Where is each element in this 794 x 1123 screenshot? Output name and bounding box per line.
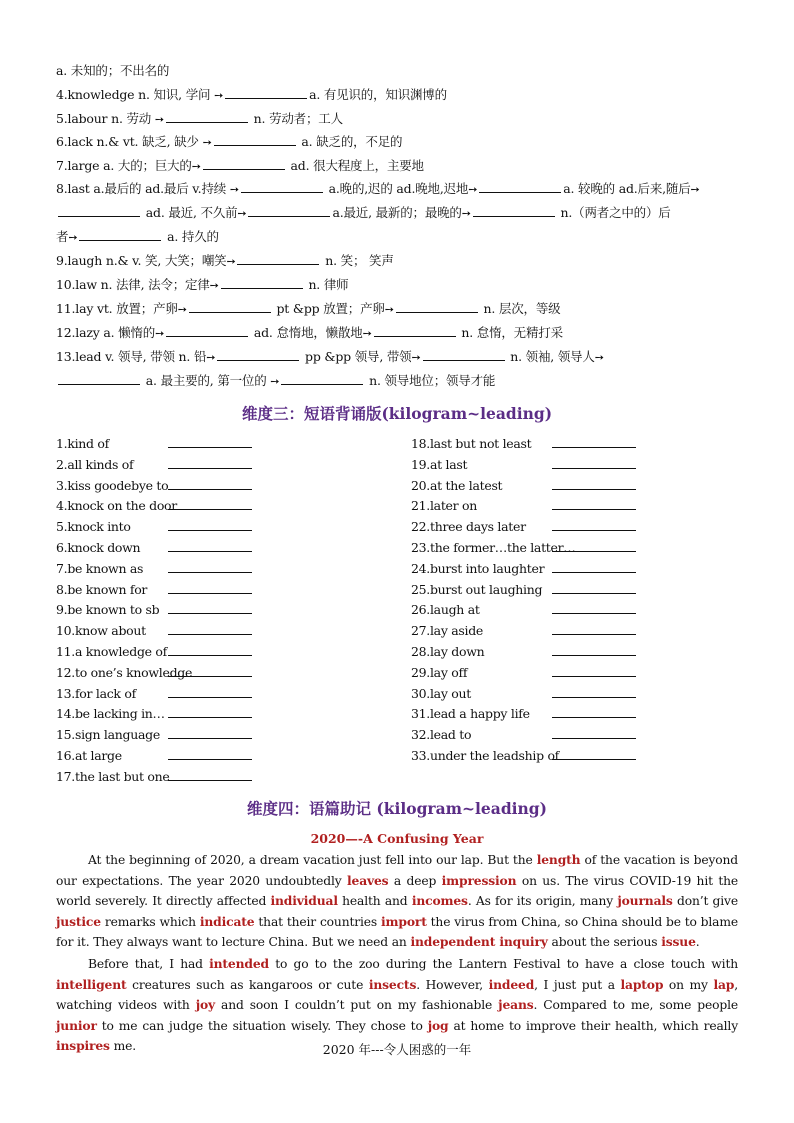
- keyword: leaves: [347, 872, 389, 888]
- phrase-item: [56, 539, 140, 557]
- phrase-item: [56, 747, 122, 765]
- vocab-line: 6.lack n.& vt. 缺乏, 缺少 ➙ a. 缺乏的，不足的: [56, 134, 403, 149]
- phrase-answer-blank[interactable]: [164, 435, 252, 453]
- phrase-item: [56, 768, 170, 786]
- passage-text: a deep: [388, 873, 442, 888]
- passage-text: about the serious: [547, 935, 662, 950]
- answer-blank[interactable]: [58, 372, 140, 385]
- phrase-answer-blank[interactable]: [548, 560, 636, 578]
- keyword: import: [380, 913, 427, 929]
- phrase-text: 14.be lacking in…: [56, 706, 165, 722]
- phrase-answer-blank[interactable]: [164, 664, 252, 682]
- keyword: joy: [195, 997, 216, 1013]
- arrow-icon: ➙: [461, 207, 471, 220]
- answer-blank[interactable]: [166, 110, 248, 123]
- passage-text: .: [695, 935, 700, 950]
- phrase-answer-blank[interactable]: [164, 518, 252, 536]
- keyword: intended: [209, 956, 269, 971]
- answer-blank[interactable]: [423, 348, 505, 361]
- phrase-answer-blank[interactable]: [548, 435, 636, 453]
- answer-blank[interactable]: [241, 180, 323, 193]
- passage-text: . However,: [416, 977, 489, 992]
- phrase-item: [56, 456, 133, 474]
- arrow-icon: ➙: [68, 231, 78, 244]
- arrow-icon: ➙: [362, 327, 372, 340]
- arrow-icon: ➙: [468, 183, 478, 196]
- keyword: independent inquiry: [410, 934, 548, 950]
- answer-blank[interactable]: [473, 204, 555, 217]
- keyword: jeans: [498, 997, 534, 1013]
- passage-text: . As for its origin, many: [467, 894, 618, 909]
- answer-blank[interactable]: [281, 372, 363, 385]
- phrase-item: [411, 435, 531, 453]
- phrase-text: 24.burst into laughter: [411, 560, 545, 576]
- phrase-answer-blank[interactable]: [548, 705, 636, 723]
- phrase-text: 19.at last: [411, 456, 468, 472]
- phrase-text: 4.knock on the door: [56, 498, 177, 514]
- phrase-text: 32.lead to: [411, 727, 472, 743]
- answer-blank[interactable]: [58, 204, 140, 217]
- passage-text: the virus from China, so China should be to blame for it. They always want to lecture China. But we need an: [56, 914, 739, 950]
- phrase-text: 29.lay off: [411, 664, 468, 680]
- phrase-item: [411, 643, 484, 661]
- phrase-text: 9.be known to sb: [56, 602, 160, 618]
- phrase-text: 7.be known as: [56, 560, 144, 576]
- phrase-text: 26.laugh at: [411, 602, 480, 618]
- vocab-line: 4.knowledge n. 知识, 学问 ➙ a. 有见识的，知识渊博的: [56, 87, 447, 102]
- passage-translation-title: 2020 年---令人困惑的一年: [322, 1042, 472, 1057]
- keyword: length: [536, 852, 581, 867]
- phrase-text: 23.the former…the latter…: [411, 540, 576, 555]
- vocab-line: 12.lazy a. 懒惰的➙ ad. 怠惰地，懒散地➙ n. 怠惰，无精打采: [56, 325, 563, 340]
- phrase-answer-blank[interactable]: [548, 497, 636, 515]
- phrase-answer-blank[interactable]: [548, 747, 636, 765]
- keyword: laptop: [620, 976, 664, 992]
- phrase-answer-blank[interactable]: [164, 768, 252, 786]
- phrase-item: [411, 477, 502, 495]
- phrase-item: [411, 518, 526, 536]
- phrase-answer-blank[interactable]: [164, 643, 252, 661]
- passage-text: me.: [109, 1039, 136, 1054]
- arrow-icon: ➙: [206, 351, 216, 364]
- phrase-answer-blank[interactable]: [548, 601, 636, 619]
- keyword: indicate: [199, 913, 255, 929]
- passage-text: of the vacation is beyond our expectations. The year 2020 undoubtedly: [56, 853, 738, 888]
- phrase-text: 27.lay aside: [411, 623, 484, 639]
- arrow-icon: ➙: [226, 255, 236, 268]
- phrase-item: [56, 685, 136, 703]
- phrase-text: 8.be known for: [56, 581, 148, 597]
- phrase-item: [56, 601, 159, 619]
- phrase-text: 11.a knowledge of: [56, 644, 167, 659]
- phrase-answer-blank[interactable]: [164, 685, 252, 703]
- answer-blank[interactable]: [221, 276, 303, 289]
- arrow-icon: ➙: [177, 303, 187, 316]
- phrase-text: 2.all kinds of: [56, 456, 134, 472]
- phrase-item: [56, 622, 146, 640]
- phrase-text: 30.lay out: [411, 685, 471, 701]
- phrase-text: 25.burst out laughing: [411, 581, 543, 597]
- phrase-answer-blank[interactable]: [164, 456, 252, 474]
- section-heading-phrases: 维度三：短语背诵版(kilogram~leading): [241, 404, 553, 423]
- phrase-text: 16.at large: [56, 748, 122, 763]
- passage-text: to go to the zoo during the Lantern Festival to have a close touch with: [268, 957, 739, 971]
- phrase-text: 15.sign language: [56, 727, 160, 743]
- phrase-text: 12.to one’s knowledge: [56, 664, 193, 680]
- phrase-item: [411, 664, 467, 682]
- vocab-line: ad. 最近, 不久前➙ a.最近, 最新的；最晚的➙ n.（两者之中的）后: [56, 204, 736, 223]
- phrase-text: 10.know about: [56, 623, 146, 639]
- phrase-answer-blank[interactable]: [548, 477, 636, 495]
- answer-blank[interactable]: [374, 324, 456, 337]
- phrase-answer-blank[interactable]: [164, 705, 252, 723]
- phrase-item: [411, 622, 483, 640]
- arrow-icon: ➙: [209, 279, 219, 292]
- phrase-item: [411, 726, 471, 744]
- answer-blank[interactable]: [225, 86, 307, 99]
- phrase-answer-blank[interactable]: [164, 747, 252, 765]
- phrase-text: 3.kiss goodebye to: [56, 477, 169, 493]
- keyword: lap: [713, 976, 735, 992]
- phrase-item: [411, 601, 480, 619]
- passage-text: At the beginning of 2020, a dream vacation just fell into our lap. But the: [88, 853, 537, 867]
- arrow-icon: ➙: [411, 351, 421, 364]
- passage-text: health and: [337, 894, 412, 909]
- passage-text: don’t give: [672, 894, 738, 909]
- phrase-answer-blank[interactable]: [548, 643, 636, 661]
- vocab-line: 8.last a.最后的 ad.最后 v.持续 ➙ a.晚的,迟的 ad.晚地,迟地➙ a. 较晚的 ad.后来,随后➙: [56, 181, 700, 196]
- phrase-answer-blank[interactable]: [164, 726, 252, 744]
- keyword: intelligent: [56, 976, 127, 992]
- vocab-line: 9.laugh n.& v. 笑, 大笑；嘲笑➙ n. 笑； 笑声: [56, 253, 394, 268]
- phrase-item: [56, 477, 168, 495]
- phrase-item: [56, 497, 177, 515]
- phrase-answer-blank[interactable]: [548, 622, 636, 640]
- arrow-icon: ➙: [202, 136, 212, 149]
- answer-blank[interactable]: [203, 157, 285, 170]
- passage-text: , I just put a: [534, 977, 621, 992]
- phrase-answer-blank[interactable]: [548, 726, 636, 744]
- passage-text: and soon I couldn’t put on my fashionable: [215, 998, 499, 1013]
- phrase-answer-blank[interactable]: [164, 560, 252, 578]
- phrase-answer-blank[interactable]: [548, 664, 636, 682]
- phrase-answer-blank[interactable]: [164, 477, 252, 495]
- arrow-icon: ➙: [191, 160, 201, 173]
- vocab-line: 13.lead v. 领导, 带领 n. 铅➙ pp &pp 领导, 带领➙ n. 领袖, 领导人➙: [56, 349, 604, 364]
- passage-text: on us. The virus COVID-19 hit the world severely. It directly affected: [56, 873, 739, 909]
- passage-text: . Compared to me, some people: [533, 998, 739, 1013]
- arrow-icon: ➙: [237, 207, 247, 220]
- phrase-answer-blank[interactable]: [164, 622, 252, 640]
- answer-blank[interactable]: [237, 252, 319, 265]
- keyword: journals: [617, 893, 673, 909]
- arrow-icon: ➙: [155, 327, 165, 340]
- phrase-item: [411, 456, 467, 474]
- arrow-icon: ➙: [154, 113, 164, 126]
- passage-text: creatures such as kangaroos or cute: [126, 977, 369, 992]
- phrase-item: [56, 518, 131, 536]
- phrase-answer-blank[interactable]: [164, 539, 252, 557]
- vocab-line: a. 最主要的, 第一位的 ➙ n. 领导地位；领导才能: [56, 372, 736, 391]
- phrase-text: 6.knock down: [56, 540, 141, 555]
- keyword: individual: [270, 893, 338, 909]
- phrase-text: 5.knock into: [56, 519, 131, 535]
- phrase-item: [56, 643, 167, 661]
- keyword: incomes: [411, 893, 468, 909]
- keyword: insects: [368, 976, 417, 992]
- phrase-answer-blank[interactable]: [164, 581, 252, 599]
- phrase-item: [56, 705, 165, 723]
- arrow-icon: ➙: [214, 89, 224, 102]
- phrase-item: [411, 747, 559, 765]
- arrow-icon: ➙: [594, 351, 604, 364]
- phrase-text: 17.the last but one: [56, 768, 170, 784]
- answer-blank[interactable]: [396, 300, 478, 313]
- phrase-text: 21.later on: [411, 498, 477, 514]
- phrase-answer-blank[interactable]: [548, 539, 636, 557]
- answer-blank[interactable]: [166, 324, 248, 337]
- passage-text: on my: [663, 977, 714, 992]
- phrase-item: [411, 560, 544, 578]
- phrase-text: 28.lay down: [411, 644, 485, 659]
- arrow-icon: ➙: [690, 183, 700, 196]
- phrase-text: 18.last but not least: [411, 436, 532, 451]
- phrase-item: [411, 497, 477, 515]
- phrase-answer-blank[interactable]: [548, 518, 636, 536]
- keyword: issue: [661, 934, 696, 950]
- phrase-item: [56, 726, 160, 744]
- vocab-line: 者➙ a. 持久的: [56, 229, 219, 244]
- phrase-answer-blank[interactable]: [548, 581, 636, 599]
- phrase-text: 33.under the leadship of: [411, 748, 560, 763]
- passage-text: Before that, I had: [88, 957, 210, 971]
- answer-blank[interactable]: [479, 180, 561, 193]
- phrase-answer-blank[interactable]: [164, 497, 252, 515]
- passage-text: at home to improve their health, which really: [448, 1018, 738, 1033]
- answer-blank[interactable]: [248, 204, 330, 217]
- vocab-line: 5.labour n. 劳动 ➙ n. 劳动者；工人: [56, 111, 343, 126]
- keyword: justice: [56, 913, 101, 929]
- passage-text: to me can judge the situation wisely. They chose to: [96, 1018, 428, 1033]
- phrase-answer-blank[interactable]: [164, 601, 252, 619]
- answer-blank[interactable]: [217, 348, 299, 361]
- arrow-icon: ➙: [229, 183, 239, 196]
- answer-blank[interactable]: [79, 228, 161, 241]
- phrase-text: 20.at the latest: [411, 477, 503, 493]
- answer-blank[interactable]: [189, 300, 271, 313]
- phrase-answer-blank[interactable]: [548, 685, 636, 703]
- vocab-line: 11.lay vt. 放置；产卵➙ pt &pp 放置；产卵➙ n. 层次，等级: [56, 301, 561, 316]
- phrase-text: 1.kind of: [56, 436, 109, 451]
- arrow-icon: ➙: [384, 303, 394, 316]
- keyword: inspires: [56, 1038, 110, 1054]
- keyword: junior: [56, 1017, 97, 1033]
- passage-paragraph: [56, 850, 738, 953]
- phrase-item: [56, 560, 143, 578]
- vocab-line: 7.large a. 大的；巨大的➙ ad. 很大程度上，主要地: [56, 158, 424, 173]
- phrase-text: 13.for lack of: [56, 685, 136, 701]
- keyword: impression: [441, 872, 517, 888]
- phrase-item: [56, 581, 147, 599]
- passage-text: that their countries: [254, 914, 381, 929]
- keyword: jog: [427, 1017, 449, 1033]
- phrase-answer-blank[interactable]: [548, 456, 636, 474]
- phrase-item: [56, 435, 109, 453]
- arrow-icon: ➙: [270, 375, 280, 388]
- phrase-text: 22.three days later: [411, 519, 526, 535]
- passage-title: 2020—-A Confusing Year: [310, 831, 484, 846]
- phrase-text: 31.lead a happy life: [411, 706, 530, 722]
- phrase-item: [411, 705, 530, 723]
- vocab-line: 10.law n. 法律, 法令；定律➙ n. 律师: [56, 277, 349, 292]
- keyword: indeed: [488, 976, 535, 992]
- vocab-line: a. 未知的；不出名的: [56, 63, 170, 78]
- answer-blank[interactable]: [214, 133, 296, 146]
- section-heading-passage: 维度四：语篇助记 (kilogram~leading): [247, 799, 547, 818]
- phrase-item: [411, 581, 542, 599]
- passage-text: remarks which: [100, 914, 200, 929]
- phrase-item: [411, 685, 471, 703]
- passage-text: , watching videos with: [56, 977, 739, 1013]
